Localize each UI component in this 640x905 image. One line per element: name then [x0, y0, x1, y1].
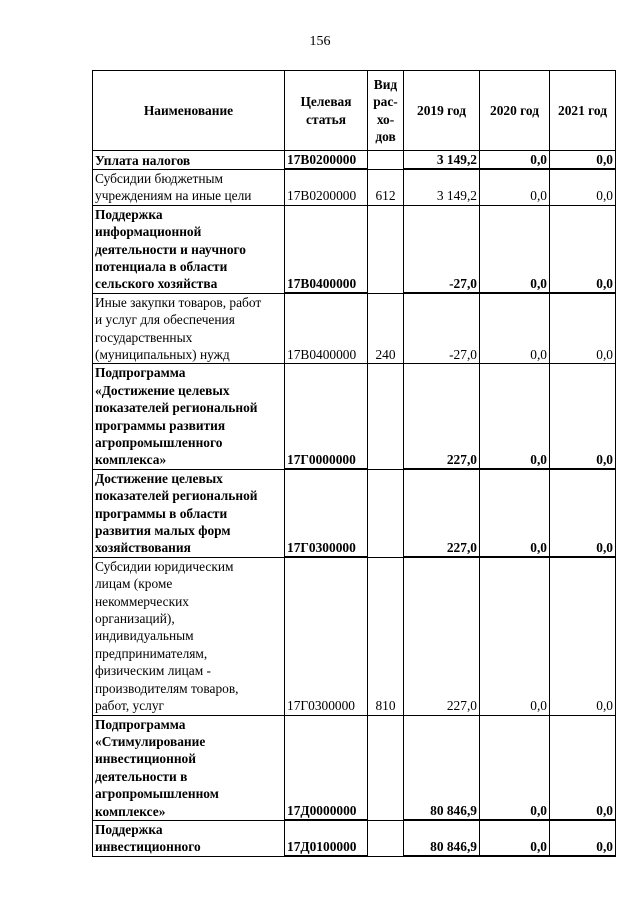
cell-type: 810: [368, 557, 404, 715]
cell-2020: 0,0: [480, 820, 550, 856]
page-number: 156: [309, 34, 331, 49]
cell-2021: 0,0: [550, 820, 616, 856]
table-row: [93, 820, 616, 856]
cell-2021: 0,0: [550, 715, 616, 820]
cell-name-line: инвестиционного: [95, 839, 201, 855]
table-row: [93, 169, 616, 205]
cell-name-line: организаций),: [95, 611, 175, 627]
cell-2019: 227,0: [404, 557, 480, 715]
cell-2020: 0,0: [480, 364, 550, 469]
cell-name-line: показателей региональной: [95, 400, 258, 416]
cell-2021: 0,0: [550, 557, 616, 715]
header-2020: 2020 год: [480, 71, 550, 151]
cell-target: 17В0400000: [285, 293, 368, 364]
cell-name-line: лицам (кроме: [95, 576, 173, 592]
cell-name-line: программы развития: [95, 417, 226, 433]
cell-name-line: комплексе»: [95, 803, 166, 819]
cell-2019: -27,0: [404, 205, 480, 293]
cell-name-line: «Достижение целевых: [95, 382, 230, 398]
cell-name-line: деятельности и научного: [95, 241, 246, 257]
cell-name: [93, 205, 285, 293]
cell-name-line: Субсидии юридическим: [95, 558, 234, 574]
header-type-line: хо-: [376, 111, 395, 127]
cell-2019: 227,0: [404, 469, 480, 557]
cell-name-line: информационной: [95, 224, 202, 240]
cell-2020: 0,0: [480, 557, 550, 715]
cell-name-line: Поддержка: [95, 206, 163, 222]
cell-type: [368, 469, 404, 557]
cell-target: 17Г0300000: [285, 557, 368, 715]
cell-name-line: сельского хозяйства: [95, 276, 218, 292]
cell-2020: 0,0: [480, 169, 550, 205]
cell-2019: 80 846,9: [404, 820, 480, 856]
cell-name-line: показателей региональной: [95, 488, 258, 504]
header-target-line: Целевая: [300, 94, 352, 110]
header-type-line: дов: [375, 128, 396, 144]
cell-2020: 0,0: [480, 151, 550, 170]
header-2021: 2021 год: [550, 71, 616, 151]
cell-name: [93, 151, 285, 170]
cell-type: [368, 820, 404, 856]
table-row: [93, 151, 616, 170]
cell-name: [93, 364, 285, 469]
cell-type: [368, 364, 404, 469]
cell-2019: 227,0: [404, 364, 480, 469]
cell-type: [368, 151, 404, 170]
cell-name: [93, 557, 285, 715]
cell-2021: 0,0: [550, 469, 616, 557]
cell-name-line: учреждениям на иные цели: [95, 188, 252, 204]
cell-name-line: некоммерческих: [95, 593, 189, 609]
cell-name-line: Поддержка: [95, 821, 163, 837]
cell-name-line: Субсидии бюджетным: [95, 170, 223, 186]
header-name: Наименование: [93, 71, 285, 151]
cell-name-line: и услуг для обеспечения: [95, 312, 235, 328]
cell-type: [368, 205, 404, 293]
cell-name-line: предпринимателям,: [95, 645, 208, 661]
cell-target: 17Г0300000: [285, 469, 368, 557]
cell-2020: 0,0: [480, 205, 550, 293]
cell-name-line: производителям товаров,: [95, 680, 239, 696]
cell-name-line: деятельности в: [95, 768, 188, 784]
header-type: [368, 71, 404, 151]
budget-table: [92, 70, 616, 857]
cell-name-line: Достижение целевых: [95, 470, 223, 486]
cell-2019: 3 149,2: [404, 151, 480, 170]
table-row: [93, 557, 616, 715]
cell-2021: 0,0: [550, 293, 616, 364]
header-row: [93, 71, 616, 151]
header-type-line: рас-: [373, 94, 398, 110]
cell-name-line: индивидуальным: [95, 628, 194, 644]
table-row: [93, 715, 616, 820]
cell-name: [93, 293, 285, 364]
header-type-line: Вид: [373, 76, 398, 92]
cell-name: [93, 715, 285, 820]
table-body: [93, 151, 616, 857]
cell-2019: 80 846,9: [404, 715, 480, 820]
table-row: [93, 469, 616, 557]
header-target: [285, 71, 368, 151]
cell-name-line: потенциала в области: [95, 258, 228, 274]
table-row: [93, 293, 616, 364]
cell-2020: 0,0: [480, 293, 550, 364]
cell-target: 17Д0000000: [285, 715, 368, 820]
table-row: [93, 205, 616, 293]
cell-name: [93, 169, 285, 205]
cell-target: 17В0200000: [285, 151, 368, 170]
cell-name-line: физическим лицам -: [95, 663, 211, 679]
header-2019: 2019 год: [404, 71, 480, 151]
cell-target: 17Г0000000: [285, 364, 368, 469]
cell-type: [368, 715, 404, 820]
cell-name: [93, 820, 285, 856]
cell-name-line: государственных: [95, 329, 193, 345]
cell-2021: 0,0: [550, 364, 616, 469]
cell-name-line: Подпрограмма: [95, 716, 186, 732]
cell-name-line: (муниципальных) нужд: [95, 346, 230, 362]
cell-name-line: работ, услуг: [95, 698, 165, 714]
cell-2020: 0,0: [480, 715, 550, 820]
cell-name-line: Иные закупки товаров, работ: [95, 294, 262, 310]
cell-name-line: агропромышленном: [95, 786, 219, 802]
cell-target: 17В0200000: [285, 169, 368, 205]
table-row: [93, 364, 616, 469]
cell-2019: -27,0: [404, 293, 480, 364]
cell-type: 612: [368, 169, 404, 205]
cell-target: 17В0400000: [285, 205, 368, 293]
cell-2019: 3 149,2: [404, 169, 480, 205]
header-target-line: статья: [306, 111, 346, 127]
cell-2021: 0,0: [550, 205, 616, 293]
cell-name-line: инвестиционной: [95, 751, 196, 767]
cell-2020: 0,0: [480, 469, 550, 557]
cell-type: 240: [368, 293, 404, 364]
cell-2021: 0,0: [550, 169, 616, 205]
cell-name-line: агропромышленного: [95, 435, 223, 450]
cell-name-line: Подпрограмма: [95, 365, 186, 381]
cell-name-line: развития малых форм: [95, 523, 231, 539]
cell-name-line: программы в области: [95, 505, 228, 521]
cell-name-line: комплекса»: [95, 452, 167, 468]
cell-name: [93, 469, 285, 557]
cell-name-line: Уплата налогов: [95, 152, 191, 168]
cell-name-line: «Стимулирование: [95, 733, 206, 749]
cell-name-line: хозяйствования: [95, 540, 191, 556]
cell-target: 17Д0100000: [285, 820, 368, 856]
cell-2021: 0,0: [550, 151, 616, 170]
